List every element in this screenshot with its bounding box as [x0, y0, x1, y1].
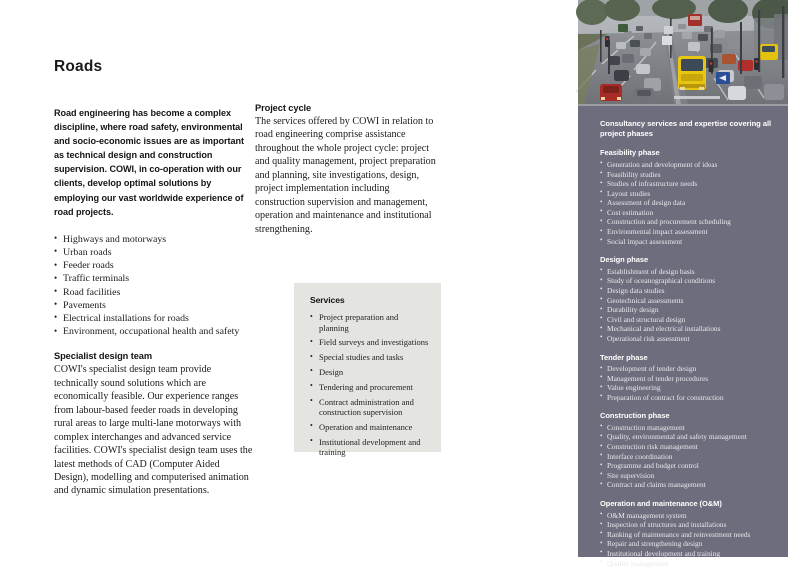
sidebar-panel [578, 0, 788, 568]
list-item: • Quality, environmental and safety management [600, 432, 778, 442]
phase-heading: Feasibility phase [600, 148, 660, 158]
list-item: • Feasibility studies [600, 170, 778, 180]
list-item: • Design data studies [600, 286, 778, 296]
list-item: • Quality management [600, 559, 778, 569]
list-item: • Mechanical and electrical installations [600, 324, 778, 334]
list-item: • Civil and structural design [600, 315, 778, 325]
list-item: • Pavements [54, 299, 254, 312]
phase-item-list [600, 267, 778, 344]
sidebar-content [600, 119, 778, 577]
list-item: • Electrical installations for roads [54, 312, 254, 325]
phase-item-list [600, 423, 778, 490]
list-item: • Urban roads [54, 246, 254, 259]
list-item: • Traffic terminals [54, 272, 254, 285]
list-item: • Road facilities [54, 286, 254, 299]
list-item: • Institutional development and training [600, 549, 778, 559]
lead-paragraph: Road engineering has become a complex discipline, where road safety, environmental and socio-economic issues are as important as technical design and construction supervision. COWI, in co-operation with our clients, develop optimal solutions by employing our vast worldwide experience of road projects. [54, 108, 244, 217]
list-item: • Field surveys and investigations [310, 337, 429, 348]
list-item: • Project preparation and planning [310, 312, 429, 333]
project-cycle-body: The services offered by COWI in relation to road engineering comprise assistance throughout the whole project cycle: project and quality management, project preparation and planning, site investigations, design, project implementation including construction supervision and management, operation and maintenance and institutional strengthening. [255, 116, 436, 235]
list-item: • Establishment of design basis [600, 267, 778, 277]
phase-block-construction [600, 411, 778, 490]
phase-block-feasibility [600, 148, 778, 246]
list-item: • Feeder roads [54, 259, 254, 272]
list-item: • Ranking of maintenance and reinvestment needs [600, 530, 778, 540]
road-traffic-photo [578, 0, 788, 106]
list-item: • Site supervision [600, 471, 778, 481]
phase-item-list [600, 364, 778, 402]
list-item: • Special studies and tasks [310, 352, 429, 363]
phase-block-operation-maintenance [600, 499, 778, 568]
list-item: • Management of tender procedures [600, 374, 778, 384]
project-cycle-heading: Project cycle [255, 103, 312, 113]
list-item: • Environmental impact assessment [600, 227, 778, 237]
list-item: • Value engineering [600, 383, 778, 393]
list-item: • Highways and motorways [54, 233, 254, 246]
list-item: • Inspection of structures and installations [600, 520, 778, 530]
services-box-heading: Services [310, 295, 345, 305]
list-item: • Contract and claims management [600, 480, 778, 490]
list-item: • Social impact assessment [600, 237, 778, 247]
services-list [310, 312, 429, 458]
services-box [294, 283, 441, 458]
list-item: • Construction and procurement scheduling [600, 217, 778, 227]
list-item: • Environment, occupational health and safety [54, 325, 254, 338]
phase-item-list [600, 511, 778, 569]
list-item: • Assessment of design data [600, 198, 778, 208]
list-item: • Geotechnical assessments [600, 296, 778, 306]
road-traffic-photo-graphic [578, 0, 788, 106]
list-item: • Layout studies [600, 189, 778, 199]
list-item: • Tendering and procurement [310, 382, 429, 393]
phase-heading: Construction phase [600, 411, 670, 421]
phase-block-tender [600, 353, 778, 403]
list-item: • Institutional development and training [310, 437, 429, 458]
phase-item-list [600, 160, 778, 246]
specialist-design-team-body: COWI's specialist design team provide technically sound solutions which are economically feasible. Our experience ranges from labour-based feeder roads in developing rural areas to large multi-lane motorways with complex interchanges and advanced service facilities. COWI's specialist design team uses the latest methods of CAD (Computer Aided Design), modelling and computerised animation and dynamic simulation presentations. [54, 364, 253, 497]
list-item: • Programme and budget control [600, 461, 778, 471]
list-item: • Operational risk assessment [600, 334, 778, 344]
list-item: • Contract administration and construction supervision [310, 397, 429, 418]
list-item: • Construction management [600, 423, 778, 433]
list-item: • Design [310, 367, 429, 378]
phase-heading: Operation and maintenance (O&M) [600, 499, 722, 509]
list-item: • Construction risk management [600, 442, 778, 452]
main-content-column [54, 58, 254, 498]
page-title: Roads [54, 58, 103, 75]
phase-block-design [600, 255, 778, 343]
phase-heading: Tender phase [600, 352, 648, 362]
list-item: • Preparation of contract for construction [600, 393, 778, 403]
list-item: • Generation and development of ideas [600, 160, 778, 170]
list-item: • Durability design [600, 305, 778, 315]
capabilities-list [54, 233, 254, 339]
list-item: • Studies of infrastructure needs [600, 179, 778, 189]
sidebar-title: Consultancy services and expertise covering all project phases [600, 119, 772, 139]
list-item: • Study of oceanographical conditions [600, 276, 778, 286]
list-item: • O&M management system [600, 511, 778, 521]
list-item: • Cost estimation [600, 208, 778, 218]
phase-heading: Design phase [600, 255, 649, 265]
list-item: • Repair and strengthening design [600, 539, 778, 549]
list-item: • Operation and maintenance [310, 422, 429, 433]
specialist-design-team-heading: Specialist design team [54, 351, 153, 362]
list-item: • Interface coordination [600, 452, 778, 462]
list-item: • Development of tender design [600, 364, 778, 374]
project-cycle-column [255, 103, 440, 236]
